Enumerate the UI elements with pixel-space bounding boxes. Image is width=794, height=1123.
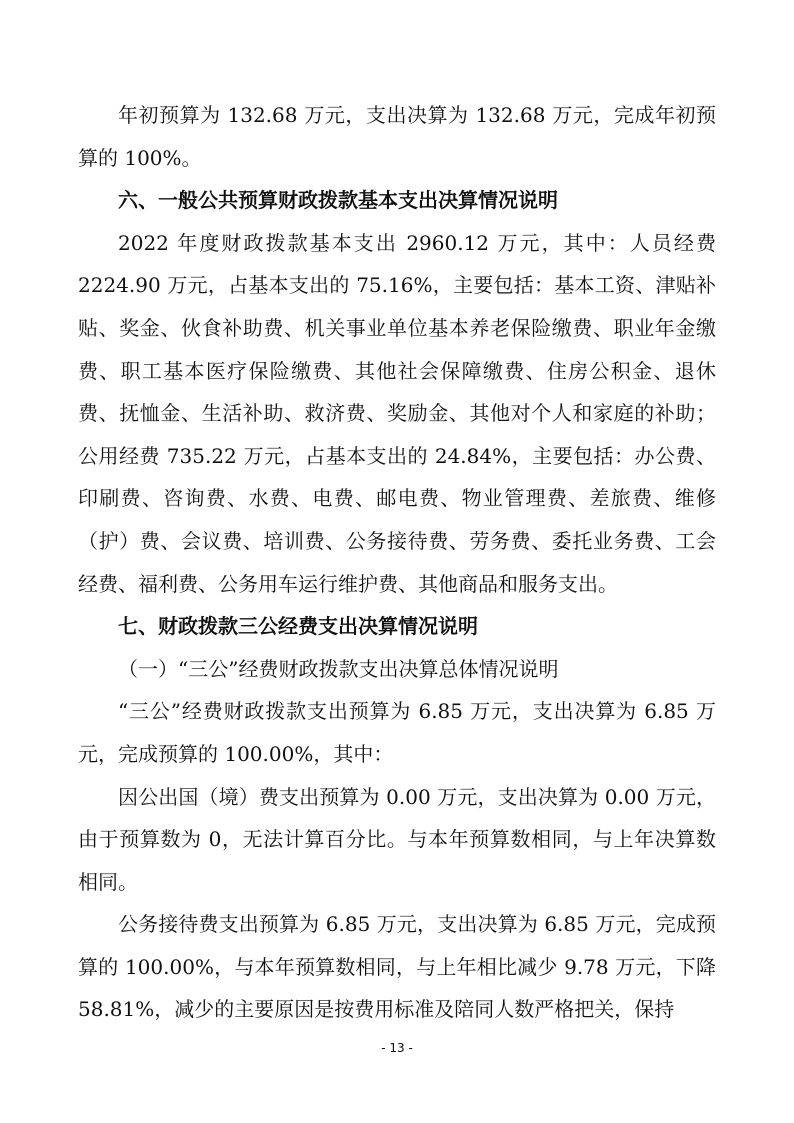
paragraph-reception: 公务接待费支出预算为 6.85 万元，支出决算为 6.85 万元，完成预算的 100.00%，与本年预算数相同，与上年相比减少 9.78 万元，下降 58.81%，减少的主要原因是按费用标准及陪同人数严格把关，保持 [78,912,716,1022]
section-heading-6: 六、一般公共预算财政拨款基本支出决算情况说明 [118,188,558,213]
section-heading-7: 七、财政拨款三公经费支出决算情况说明 [118,614,478,639]
paragraph-basic-expenditure: 2022 年度财政拨款基本支出 2960.12 万元，其中：人员经费 2224.90 万元，占基本支出的 75.16%，主要包括：基本工资、津贴补贴、奖金、伙食补助费、机关事业单位基本养老保险缴费、职业年金缴费、职工基本医疗保险缴费、其他社会保障缴费、住房公积金、退休费、抚恤金、生活补助、救济费、奖励金、其他对个人和家庭的补助；公用经费 735.22 万元，占基本支出的 24.84%，主要包括：办公费、印刷费、咨询费、水费、电费、邮电费、物业管理费、差旅费、维修（护）费、会议费、培训费、公务接待费、劳务费、委托业务费、工会经费、福利费、公务用车运行维护费、其他商品和服务支出。 [78,230,716,596]
subsection-heading-1: （一）“三公”经费财政拨款支出决算总体情况说明 [118,656,559,681]
paragraph-budget-completion: 年初预算为 132.68 万元，支出决算为 132.68 万元，完成年初预算的 100%。 [78,103,716,170]
paragraph-overseas-travel: 因公出国（境）费支出预算为 0.00 万元，支出决算为 0.00 万元，由于预算数为 0，无法计算百分比。与本年预算数相同，与上年决算数相同。 [78,784,716,894]
page-number: - 13 - [381,1041,413,1055]
document-body [78,94,716,1031]
paragraph-three-public-total: “三公”经费财政拨款支出预算为 6.85 万元，支出决算为 6.85 万元，完成预算的 100.00%，其中： [78,699,716,766]
